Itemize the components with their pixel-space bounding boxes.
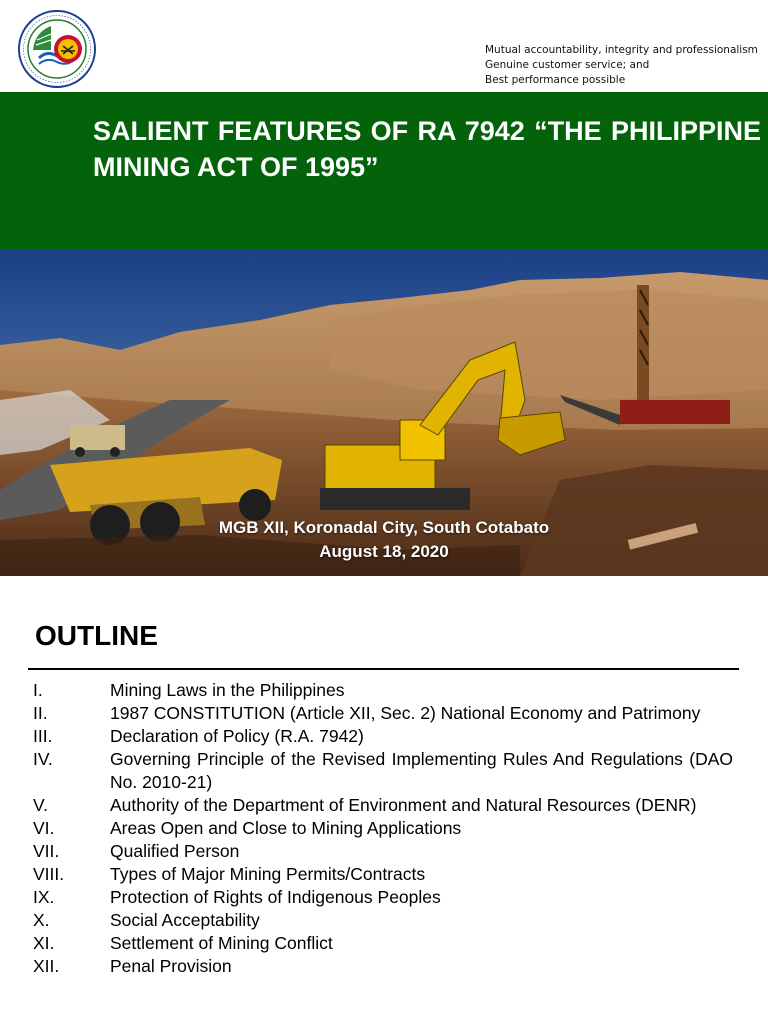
item-number: VI. — [33, 818, 55, 838]
header-bar — [0, 0, 768, 92]
item-text: Types of Major Mining Permits/Contracts — [110, 864, 426, 884]
outline-divider — [28, 668, 739, 670]
item-text: Qualified Person — [110, 841, 240, 861]
list-item — [33, 794, 733, 817]
item-number: II. — [33, 703, 48, 723]
list-item — [33, 840, 733, 863]
item-number: V. — [33, 795, 48, 815]
list-item — [33, 725, 733, 748]
item-text: Settlement of Mining Conflict — [110, 933, 333, 953]
outline-heading: OUTLINE — [35, 620, 158, 651]
list-item — [33, 863, 733, 886]
list-item — [33, 702, 733, 725]
item-number: IV. — [33, 749, 53, 769]
item-text: Authority of the Department of Environment and Natural Resources (DENR) — [110, 795, 697, 815]
motto-line-1: Mutual accountability, integrity and professionalism — [485, 44, 758, 56]
list-item — [33, 817, 733, 840]
motto-line-2: Genuine customer service; and — [485, 59, 650, 71]
page-title: SALIENT FEATURES OF RA 7942 “THE PHILIPPINE MINING ACT OF 1995” — [93, 116, 761, 182]
item-number: XI. — [33, 933, 55, 953]
item-text: Protection of Rights of Indigenous Peoples — [110, 887, 441, 907]
list-item — [33, 886, 733, 909]
list-item — [33, 909, 733, 932]
mgb-seal-logo — [17, 10, 97, 88]
item-number: XII. — [33, 956, 60, 976]
item-text: Governing Principle of the Revised Implementing Rules And Regulations (DAO No. 2010-21) — [110, 749, 733, 792]
item-text: 1987 CONSTITUTION (Article XII, Sec. 2) National Economy and Patrimony — [110, 703, 701, 723]
list-item — [33, 748, 733, 794]
outline-list — [33, 679, 733, 978]
item-number: I. — [33, 680, 43, 700]
item-text: Penal Provision — [110, 956, 232, 976]
item-text: Mining Laws in the Philippines — [110, 680, 345, 700]
motto-text — [485, 43, 758, 88]
item-number: VII. — [33, 841, 60, 861]
list-item — [33, 955, 733, 978]
item-text: Areas Open and Close to Mining Applications — [110, 818, 462, 838]
list-item — [33, 932, 733, 955]
motto-line-3: Best performance possible — [485, 74, 626, 86]
item-text: Declaration of Policy (R.A. 7942) — [110, 726, 364, 746]
item-number: VIII. — [33, 864, 65, 884]
list-item — [33, 679, 733, 702]
photo-caption-location: MGB XII, Koronadal City, South Cotabato — [218, 518, 550, 537]
item-text: Social Acceptability — [110, 910, 260, 930]
photo-caption-date: August 18, 2020 — [319, 542, 449, 561]
item-number: III. — [33, 726, 53, 746]
item-number: X. — [33, 910, 50, 930]
item-number: IX. — [33, 887, 55, 907]
